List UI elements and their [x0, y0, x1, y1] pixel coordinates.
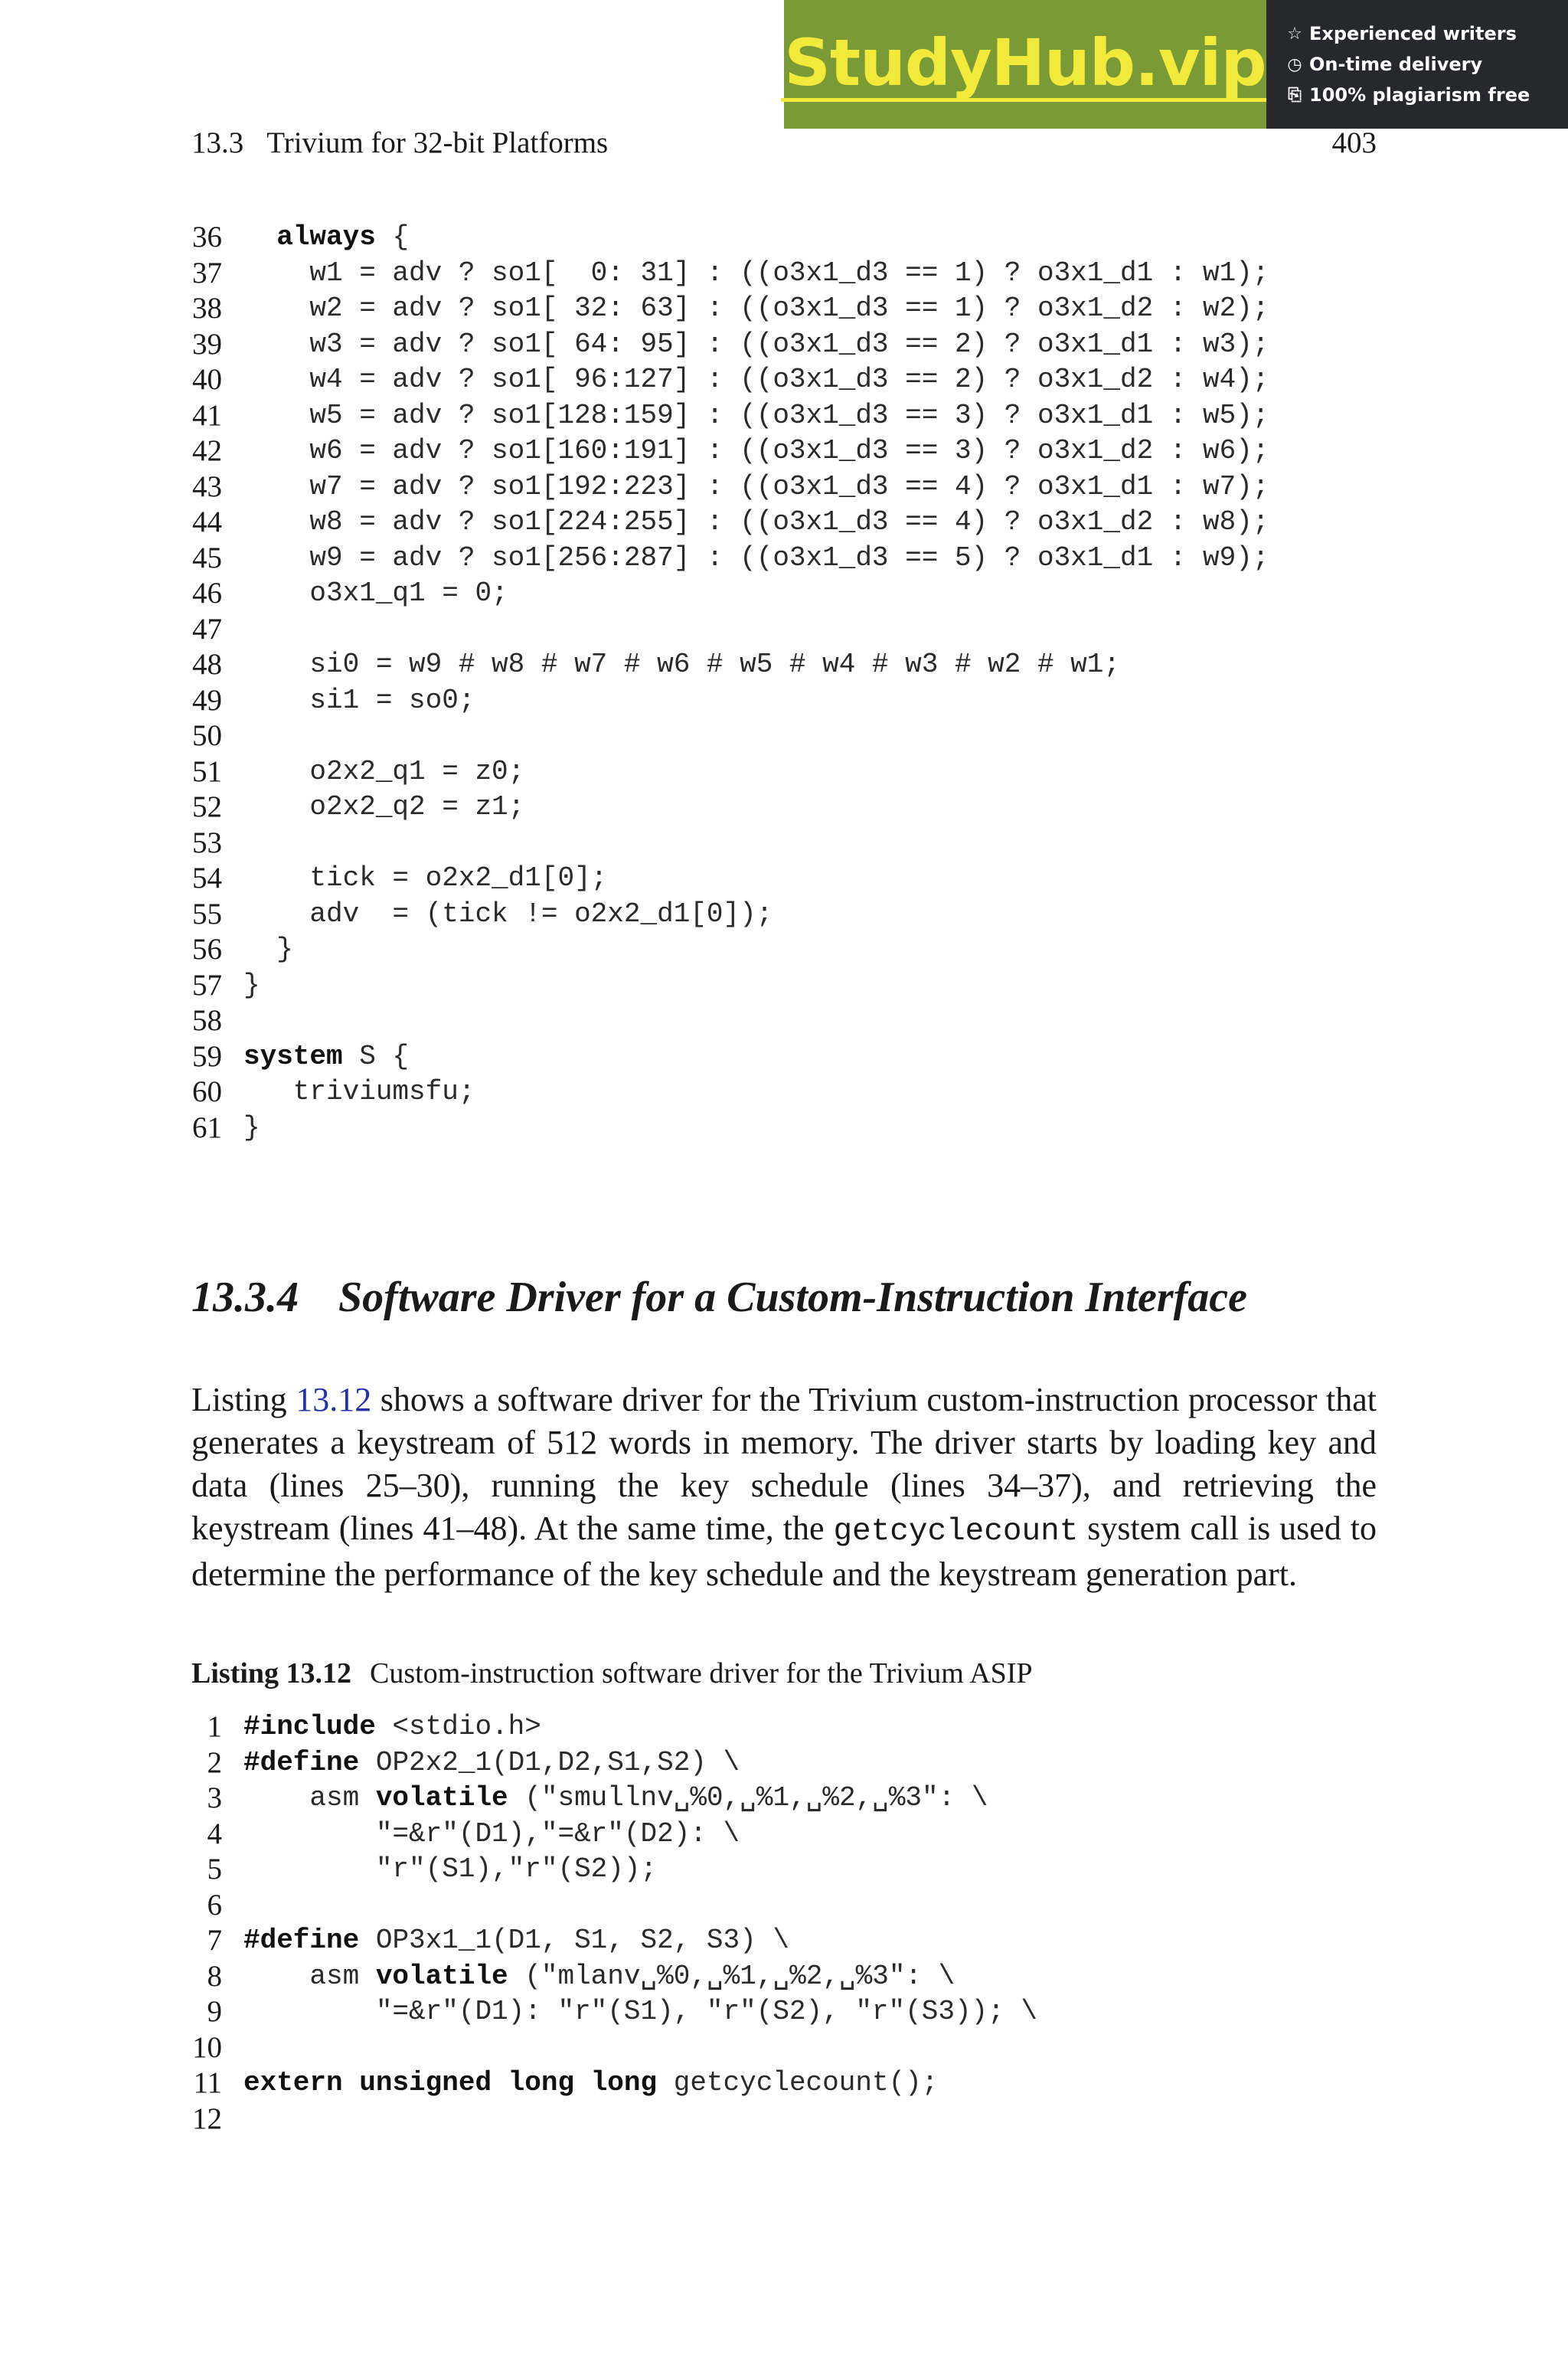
running-head-section-number: 13.3 [191, 126, 244, 159]
inline-code-term: getcyclecount [833, 1514, 1079, 1549]
code-text: triviumsfu; [243, 1076, 475, 1107]
line-number: 12 [192, 2102, 222, 2135]
badge-label: 100% plagiarism free [1309, 84, 1530, 106]
line-number: 39 [192, 327, 222, 361]
line-number: 3 [207, 1781, 222, 1814]
line-number: 43 [192, 469, 222, 503]
code-text: "=&r"(D1),"=&r"(D2): \ [243, 1817, 740, 1850]
running-head-section-title: Trivium for 32-bit Platforms [266, 126, 609, 159]
line-number: 49 [192, 683, 222, 717]
body-paragraph [191, 1379, 1377, 1596]
code-text: w9 = adv ? so1[256:287] : ((o3x1_d3 == 5) ? o3x1_d1 : w9); [243, 541, 1269, 574]
code-text: w5 = adv ? so1[128:159] : ((o3x1_d3 == 3) ? o3x1_d1 : w5); [243, 399, 1269, 431]
paragraph-text: system call is used to determine the performance of the key schedule and the keystream generation part. [191, 1510, 1377, 1593]
line-number: 1 [207, 1710, 222, 1743]
line-number: 59 [192, 1039, 222, 1073]
line-number: 2 [207, 1745, 222, 1779]
listing-caption [191, 1657, 1033, 1690]
running-head [191, 126, 1377, 160]
code-text: si0 = w9 # w8 # w7 # w6 # w5 # w4 # w3 # w2 # w1; [243, 649, 1120, 680]
line-number: 52 [192, 790, 222, 823]
line-number: 42 [192, 434, 222, 467]
code-text: w1 = adv ? so1[ 0: 31] : ((o3x1_d3 == 1) ? o3x1_d1 : w1); [243, 257, 1269, 289]
badge-on-time-delivery [1286, 54, 1568, 75]
line-number: 41 [192, 398, 222, 432]
page-number: 403 [1331, 126, 1377, 159]
code-text: o3x1_q1 = 0; [243, 577, 508, 609]
code-text: #define OP3x1_1(D1, S1, S2, S3) \ [243, 1925, 789, 1956]
ad-banner[interactable] [784, 0, 1568, 129]
listing-caption-label: Listing 13.12 [191, 1657, 352, 1689]
section-heading [191, 1273, 1247, 1322]
code-text: "=&r"(D1): "r"(S1), "r"(S2), "r"(S3)); \ [243, 1996, 1037, 2027]
line-number: 48 [192, 648, 222, 681]
code-text: always { [276, 221, 410, 253]
line-number: 5 [207, 1853, 222, 1886]
code-text: } [243, 934, 293, 965]
badge-plagiarism-free [1286, 84, 1568, 106]
paragraph-text: shows a software driver for the Trivium custom-instruction processor that generates a keystream of 512 words in memory. The driver starts by loading key and data (lines 25–30), running the key schedule (lines 34–37), and retrieving the keystream (lines 41–48). At the same time, the [191, 1381, 1377, 1547]
code-text: si1 = so0; [243, 684, 475, 716]
line-number: 4 [207, 1817, 222, 1850]
line-number: 11 [193, 2066, 222, 2099]
line-number: 55 [192, 897, 222, 931]
badge-experienced-writers [1286, 23, 1568, 44]
code-text: #define OP2x2_1(D1,D2,S1,S2) \ [243, 1746, 740, 1778]
code-text: #include <stdio.h> [243, 1711, 541, 1742]
clock-icon: ◷ [1287, 54, 1302, 74]
section-title: Software Driver for a Custom-Instruction Interface [338, 1274, 1247, 1321]
studyhub-logo: StudyHub.vip [781, 28, 1269, 102]
code-text: system S { [243, 1040, 410, 1072]
code-text: extern unsigned long long getcyclecount(); [243, 2067, 939, 2098]
listing-caption-text: Custom-instruction software driver for the Trivium ASIP [370, 1657, 1033, 1689]
code-text: w4 = adv ? so1[ 96:127] : ((o3x1_d3 == 2) ? o3x1_d2 : w4); [243, 364, 1269, 395]
line-number: 44 [192, 505, 222, 538]
line-number: 10 [192, 2030, 222, 2064]
running-head-section [191, 126, 608, 160]
code-text: o2x2_q1 = z0; [243, 755, 525, 787]
line-number: 47 [192, 612, 222, 646]
code-text: asm volatile ("mlanv␣%0,␣%1,␣%2,␣%3": \ [243, 1960, 956, 1992]
code-text: w7 = adv ? so1[192:223] : ((o3x1_d3 == 4) ? o3x1_d1 : w7); [243, 470, 1269, 502]
code-text: tick = o2x2_d1[0]; [243, 862, 608, 894]
line-number: 56 [192, 933, 222, 966]
line-number: 36 [192, 221, 222, 254]
line-number: 38 [192, 292, 222, 325]
code-text: } [243, 969, 260, 1001]
code-text: w3 = adv ? so1[ 64: 95] : ((o3x1_d3 == 2) ? o3x1_d1 : w3); [243, 328, 1269, 360]
line-number: 58 [192, 1004, 222, 1037]
line-number: 57 [192, 968, 222, 1002]
certificate-icon: ⎘ [1288, 85, 1302, 105]
code-text: asm volatile ("smullnv␣%0,␣%1,␣%2,␣%3": \ [243, 1782, 988, 1814]
banner-badges [1266, 0, 1568, 129]
code-text: w8 = adv ? so1[224:255] : ((o3x1_d3 == 4) ? o3x1_d2 : w8); [243, 506, 1269, 538]
line-number: 40 [192, 363, 222, 396]
section-number: 13.3.4 [191, 1274, 299, 1321]
badge-label: Experienced writers [1309, 23, 1517, 44]
banner-logo-area [784, 0, 1266, 129]
star-outline-icon: ☆ [1287, 24, 1302, 44]
code-text: w6 = adv ? so1[160:191] : ((o3x1_d3 == 3) ? o3x1_d2 : w6); [243, 435, 1269, 466]
paragraph-text: Listing [191, 1381, 296, 1418]
line-number: 9 [207, 1995, 222, 2028]
line-number: 6 [207, 1888, 222, 1922]
line-number: 53 [192, 826, 222, 859]
line-number: 7 [207, 1924, 222, 1957]
line-number: 54 [192, 862, 222, 895]
line-number: 61 [192, 1110, 222, 1144]
badge-label: On-time delivery [1309, 54, 1483, 75]
line-number: 45 [192, 541, 222, 574]
line-number: 8 [207, 1959, 222, 1993]
line-number: 37 [192, 256, 222, 289]
code-text: adv = (tick != o2x2_d1[0]); [243, 898, 773, 930]
code-text: w2 = adv ? so1[ 32: 63] : ((o3x1_d3 == 1) ? o3x1_d2 : w2); [243, 293, 1269, 324]
line-number: 50 [192, 719, 222, 752]
code-text: "r"(S1),"r"(S2)); [243, 1853, 658, 1885]
line-number: 51 [192, 754, 222, 788]
code-text: } [243, 1111, 260, 1143]
line-number: 46 [192, 577, 222, 610]
code-text: o2x2_q2 = z1; [243, 791, 525, 823]
listing-reference-link[interactable]: 13.12 [296, 1381, 372, 1418]
line-number: 60 [192, 1075, 222, 1108]
